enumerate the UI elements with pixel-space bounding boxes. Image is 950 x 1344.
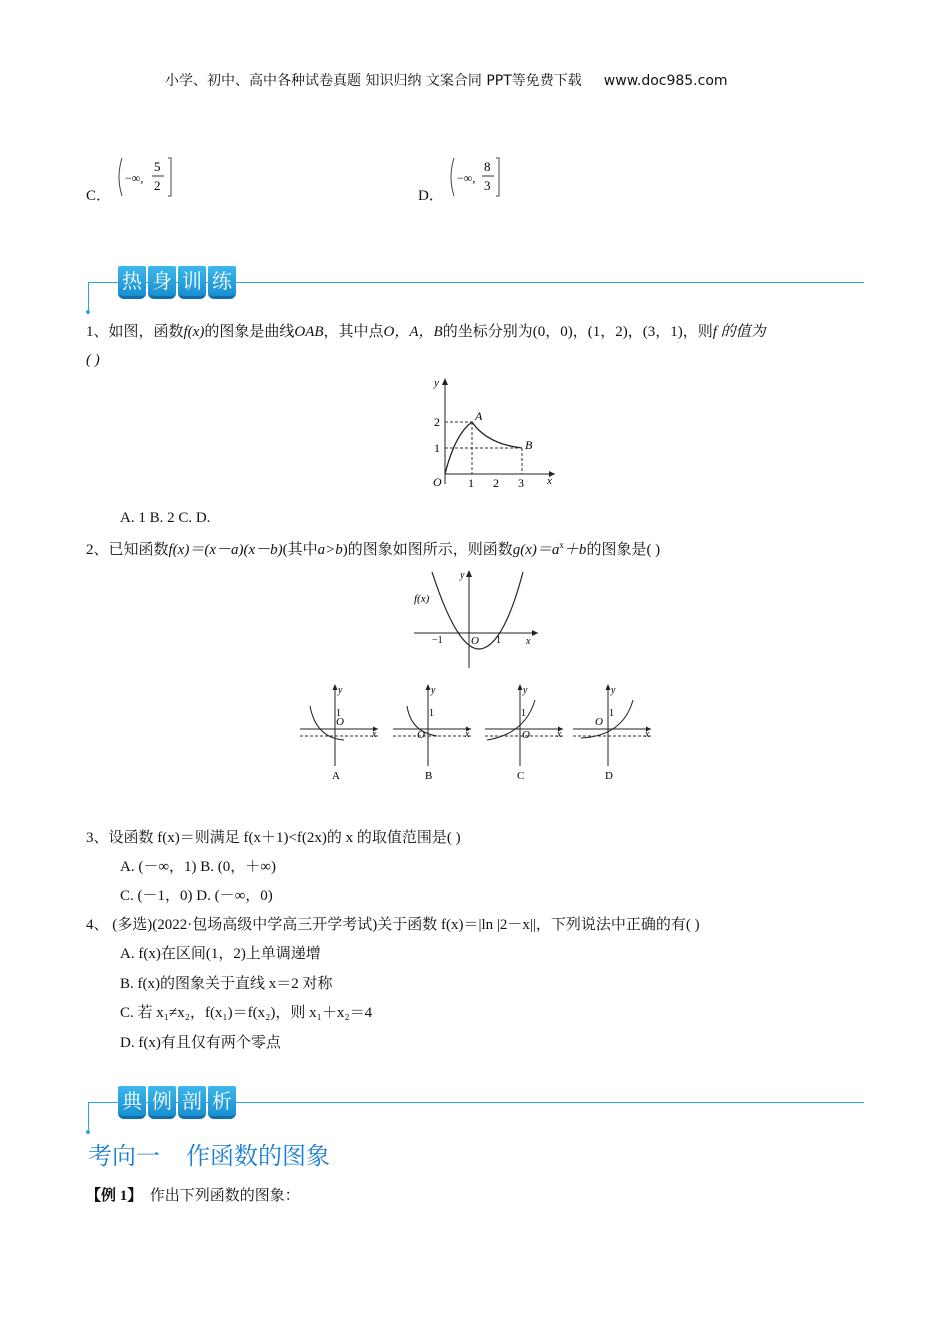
option-c-interval — [114, 154, 174, 200]
question-4-option-a: A. f(x)在区间(1，2)上单调递增 — [120, 946, 321, 962]
question-3-options-ab: A. (－∞，1) B. (0，＋∞) — [120, 859, 276, 875]
neg-inf: −∞, — [125, 171, 144, 185]
tick-1: 1 — [521, 708, 526, 719]
choice-label: B — [425, 770, 433, 782]
header-text: 小学、初中、高中各种试卷真题 知识归纳 文案合同 PPT等免费下载 — [165, 73, 582, 89]
question-4-option-b: B. f(x)的图象关于直线 x＝2 对称 — [120, 976, 333, 992]
section-warmup-banner — [88, 262, 864, 302]
choice-label: D — [605, 770, 613, 782]
question-4-option-d: D. f(x)有且仅有两个零点 — [120, 1035, 281, 1051]
exp-curve — [581, 700, 633, 738]
svg-text:−1: −1 — [432, 635, 443, 646]
origin-label: O — [336, 716, 344, 728]
choice-graph-a[interactable] — [300, 682, 382, 782]
banner-char: 剖 — [178, 1086, 206, 1119]
svg-text:y: y — [611, 685, 616, 696]
banner-char: 练 — [208, 266, 236, 299]
svg-text:x: x — [557, 729, 562, 740]
banner-char: 析 — [208, 1086, 236, 1119]
svg-text:f(x): f(x) — [414, 593, 430, 605]
svg-text:A: A — [475, 409, 483, 423]
svg-text:1: 1 — [434, 441, 440, 455]
choice-label: C — [517, 770, 525, 782]
denominator: 2 — [154, 178, 161, 193]
choice-label: A — [332, 770, 340, 782]
svg-text:x: x — [372, 729, 377, 740]
question-1-options: A. 1 B. 2 C. D. — [120, 510, 211, 526]
svg-text:x: x — [465, 729, 470, 740]
svg-text:O: O — [433, 475, 442, 489]
svg-text:x: x — [547, 475, 552, 487]
section-examples-banner — [88, 1082, 864, 1122]
numerator: 5 — [154, 159, 161, 174]
svg-text:O: O — [471, 635, 479, 647]
question-1-graph — [425, 374, 560, 494]
topic-heading: 考向一 作函数的图象 — [88, 1142, 330, 1170]
svg-text:x: x — [645, 729, 650, 740]
option-d-label: D． — [418, 188, 444, 204]
question-2-graph — [410, 568, 545, 672]
svg-text:y: y — [434, 377, 439, 389]
neg-inf: −∞, — [457, 171, 476, 185]
tick-1: 1 — [336, 708, 341, 719]
banner-char: 身 — [148, 266, 176, 299]
svg-text:B: B — [525, 438, 533, 452]
option-c-label: C． — [86, 188, 112, 204]
question-4-option-c: C. 若 x₁≠x₂，f(x₁)＝f(x₂)，则 x₁＋x₂＝4 — [120, 1005, 373, 1021]
question-1-paren: ( ) — [86, 352, 100, 368]
numerator: 8 — [484, 159, 491, 174]
origin-label: O — [522, 729, 530, 741]
svg-text:1: 1 — [496, 635, 501, 646]
svg-text:2: 2 — [493, 476, 499, 490]
svg-text:y: y — [523, 685, 528, 696]
origin-label: O — [417, 729, 425, 741]
svg-text:3: 3 — [518, 476, 524, 490]
svg-text:1: 1 — [468, 476, 474, 490]
option-d-interval — [446, 154, 506, 200]
svg-text:y: y — [460, 570, 465, 581]
banner-char: 典 — [118, 1086, 146, 1119]
question-1-text: 1、如图，函数f(x)的图象是曲线OAB，其中点O，A，B的坐标分别为(0，0)，(1，2)，(3，1)，则f 的值为 — [86, 324, 766, 340]
question-3-text: 3、设函数 f(x)＝则满足 f(x＋1)<f(2x)的 x 的取值范围是( ) — [86, 830, 461, 846]
tick-1: 1 — [609, 708, 614, 719]
choice-graph-c[interactable] — [485, 682, 567, 782]
tick-1: 1 — [429, 708, 434, 719]
question-3-options-cd: C. (－1，0) D. (－∞，0) — [120, 888, 273, 904]
question-4-text: 4、 (多选)(2022·包场高级中学高三开学考试)关于函数 f(x)＝|ln |2－x||，下列说法中正确的有( ) — [86, 917, 700, 933]
svg-text:x: x — [526, 636, 531, 647]
example-1: 【例 1】 作出下列函数的图象： — [86, 1188, 300, 1204]
question-2-text: 2、已知函数f(x)＝(x－a)(x－b)(其中a>b)的图象如图所示，则函数$g(x)=a^x+b$的图象是( ) — [86, 540, 661, 558]
denominator: 3 — [484, 178, 491, 193]
banner-char: 例 — [148, 1086, 176, 1119]
svg-text:2: 2 — [434, 415, 440, 429]
svg-text:y: y — [431, 685, 436, 696]
origin-label: O — [595, 716, 603, 728]
banner-char: 训 — [178, 266, 206, 299]
header-url[interactable]: www.doc985.com — [603, 73, 728, 89]
choice-graph-b[interactable] — [393, 682, 475, 782]
svg-text:y: y — [338, 685, 343, 696]
banner-char: 热 — [118, 266, 146, 299]
choice-graph-d[interactable] — [573, 682, 655, 782]
page-header — [165, 70, 728, 90]
